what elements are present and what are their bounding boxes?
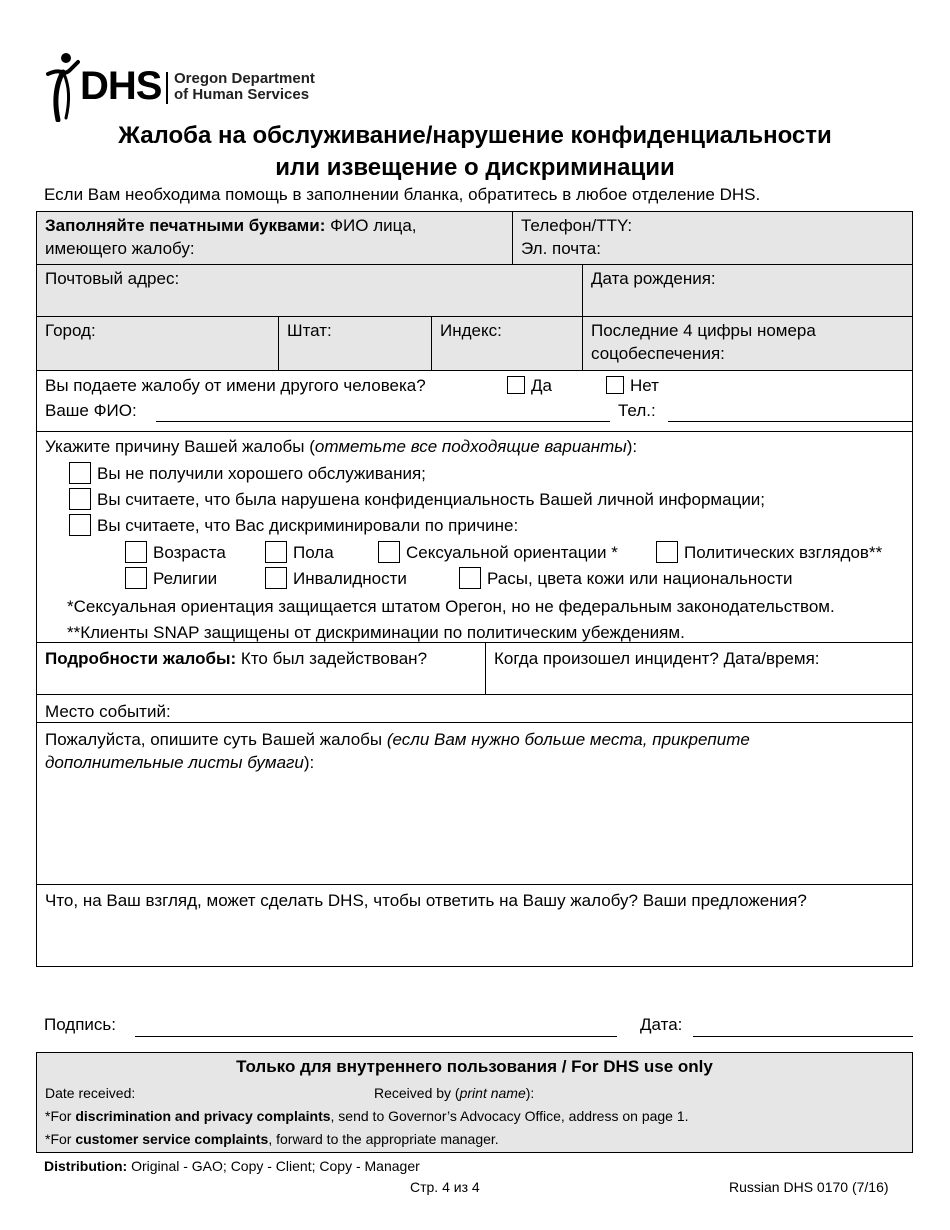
state-label: Штат: [287, 321, 332, 340]
form-title-line-2: или извещение о дискриминации [275, 154, 675, 181]
internal-use-box [36, 1052, 913, 1153]
received-by-italic: print name [459, 1085, 526, 1101]
routing-note-2-post: , forward to the appropriate manager. [268, 1131, 499, 1147]
received-by-text: Received by ( [374, 1085, 460, 1101]
privacy-label: Вы считаете, что была нарушена конфиденциальность Вашей личной информации; [97, 490, 766, 509]
your-name-input-line[interactable] [156, 421, 610, 422]
distribution-label: Distribution: [44, 1158, 128, 1174]
describe-italic-1: (если Вам нужно больше места, прикрепите [386, 730, 750, 749]
orientation-label: Сексуальной ориентации * [406, 543, 618, 562]
email-label: Эл. почта: [521, 239, 601, 258]
reason-option-service[interactable] [61, 460, 434, 487]
zip-field[interactable] [432, 317, 582, 370]
no-checkbox[interactable] [606, 376, 624, 394]
on-behalf-question: Вы подаете жалобу от имени другого человека? [45, 376, 426, 395]
basis-race-option[interactable] [451, 565, 801, 592]
ssn-label-line2: соцобеспечения: [591, 344, 725, 363]
phone-input-line[interactable] [668, 421, 912, 422]
phone-short-label: Тел.: [618, 401, 656, 420]
mailing-address-field[interactable] [37, 265, 582, 316]
signature-date-input-line[interactable] [693, 1036, 913, 1037]
race-checkbox[interactable] [459, 567, 481, 589]
contact-field[interactable] [513, 212, 912, 264]
birth-date-field[interactable] [583, 265, 912, 316]
internal-heading: Только для внутреннего пользования / For DHS use only [236, 1057, 713, 1076]
suggestions-field[interactable] [37, 887, 912, 965]
divider [278, 317, 279, 370]
basis-age-option[interactable] [117, 539, 234, 566]
routing-note-1-post: , send to Governor’s Advocacy Office, address on page 1. [330, 1108, 689, 1124]
divider [431, 317, 432, 370]
form-title-line-1: Жалоба на обслуживание/нарушение конфиденциальности [118, 122, 832, 149]
address-label: Почтовый адрес: [45, 269, 180, 288]
divider [37, 694, 912, 695]
reason-option-privacy[interactable] [61, 486, 773, 513]
sex-checkbox[interactable] [265, 541, 287, 563]
complaint-form [36, 211, 913, 967]
service-label: Вы не получили хорошего обслуживания; [97, 464, 426, 483]
logo-text: DHS [80, 64, 162, 108]
logo-divider [166, 72, 168, 104]
distribution-text: Original - GAO; Copy - Client; Copy - Manager [127, 1158, 420, 1174]
snap-footnote: **Клиенты SNAP защищены от дискриминации по политическим убеждениям. [67, 623, 685, 642]
received-by-end: ): [525, 1085, 535, 1101]
name-label-bold: Заполняйте печатными буквами: [45, 216, 326, 235]
yes-label: Да [531, 376, 552, 395]
divider [37, 370, 912, 371]
routing-note-1-pre: *For [45, 1108, 76, 1124]
intro-text: Если Вам необходима помощь в заполнении бланка, обратитесь в любое отделение DHS. [44, 185, 761, 204]
person-figure-icon [44, 52, 82, 122]
describe-end: ): [303, 753, 315, 772]
political-label: Политических взглядов** [684, 543, 883, 562]
signature-date-label: Дата: [640, 1015, 683, 1034]
distribution-note [44, 1155, 420, 1178]
details-label-rest: Кто был задействован? [236, 649, 428, 668]
discrimination-checkbox[interactable] [69, 514, 91, 536]
org-line-1: Oregon Department [174, 70, 315, 87]
your-name-label: Ваше ФИО: [45, 401, 137, 420]
divider [37, 884, 912, 885]
reason-label-text: Укажите причину Вашей жалобы ( [45, 437, 315, 456]
location-field[interactable] [37, 698, 912, 722]
reason-option-discrimination[interactable] [61, 512, 526, 539]
city-label: Город: [45, 321, 96, 340]
organization-name [174, 71, 315, 103]
age-label: Возраста [153, 543, 226, 562]
reason-label-italic: отметьте все подходящие варианты [314, 437, 627, 456]
political-checkbox[interactable] [656, 541, 678, 563]
complainant-name-field[interactable] [37, 212, 513, 264]
religion-label: Религии [153, 569, 218, 588]
name-label-line2: имеющего жалобу: [45, 239, 195, 258]
divider [37, 722, 912, 723]
discrimination-label: Вы считаете, что Вас дискриминировали по причине: [97, 516, 519, 535]
ssn-last4-field[interactable] [583, 317, 912, 370]
who-involved-field[interactable] [37, 645, 486, 695]
org-line-2: of Human Services [174, 86, 310, 103]
incident-datetime-field[interactable] [486, 645, 912, 695]
routing-note-2-pre: *For [45, 1131, 76, 1147]
service-checkbox[interactable] [69, 462, 91, 484]
reason-label [37, 433, 645, 460]
basis-disability-option[interactable] [257, 565, 415, 592]
privacy-checkbox[interactable] [69, 488, 91, 510]
page-number: Стр. 4 из 4 [410, 1179, 480, 1195]
divider [37, 431, 912, 432]
description-field[interactable] [37, 726, 912, 884]
describe-italic-2: дополнительные листы бумаги [45, 753, 304, 772]
reason-label-end: ): [626, 437, 638, 456]
received-by-label [374, 1082, 534, 1105]
phone-label: Телефон/TTY: [521, 216, 633, 235]
divider [485, 643, 486, 695]
age-checkbox[interactable] [125, 541, 147, 563]
orientation-footnote: *Сексуальная ориентация защищается штатом Орегон, но не федеральным законодательством. [67, 597, 835, 616]
race-label: Расы, цвета кожи или национальности [487, 569, 793, 588]
yes-checkbox[interactable] [507, 376, 525, 394]
divider [37, 642, 912, 643]
date-received-label: Date received: [45, 1085, 136, 1101]
incident-label: Когда произошел инцидент? Дата/время: [494, 649, 820, 668]
no-label: Нет [630, 376, 659, 395]
on-behalf-yes-option[interactable] [499, 372, 560, 399]
on-behalf-no-option[interactable] [598, 372, 667, 399]
basis-political-option[interactable] [648, 539, 890, 566]
orientation-checkbox[interactable] [378, 541, 400, 563]
zip-label: Индекс: [440, 321, 502, 340]
city-field[interactable] [37, 317, 278, 370]
disability-label: Инвалидности [293, 569, 407, 588]
basis-orientation-option[interactable] [370, 539, 626, 566]
routing-note-1-bold: discrimination and privacy complaints [75, 1108, 331, 1124]
discrimination-routing-note [45, 1105, 689, 1128]
signature-input-line[interactable] [135, 1036, 617, 1037]
disability-checkbox[interactable] [265, 567, 287, 589]
service-routing-note [45, 1128, 499, 1151]
details-label-bold: Подробности жалобы: [45, 649, 237, 668]
sex-label: Пола [293, 543, 334, 562]
signature-label: Подпись: [44, 1015, 117, 1034]
suggestions-label: Что, на Ваш взгляд, может сделать DHS, чтобы ответить на Вашу жалобу? Ваши предложения? [45, 891, 807, 910]
name-label-rest: ФИО лица, [325, 216, 417, 235]
state-field[interactable] [279, 317, 431, 370]
form-identifier: Russian DHS 0170 (7/16) [729, 1179, 889, 1195]
dob-label: Дата рождения: [591, 269, 716, 288]
routing-note-2-bold: customer service complaints [75, 1131, 269, 1147]
location-label: Место событий: [45, 702, 171, 721]
ssn-label-line1: Последние 4 цифры номера [591, 321, 816, 340]
basis-religion-option[interactable] [117, 565, 225, 592]
basis-sex-option[interactable] [257, 539, 342, 566]
describe-label: Пожалуйста, опишите суть Вашей жалобы [45, 730, 387, 749]
divider [512, 212, 513, 264]
religion-checkbox[interactable] [125, 567, 147, 589]
